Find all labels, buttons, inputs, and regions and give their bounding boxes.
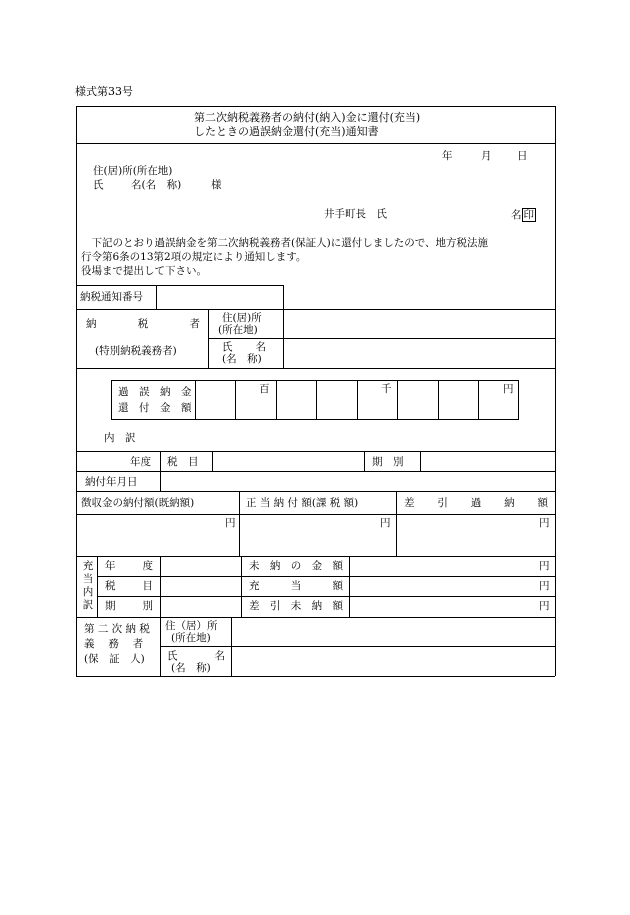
taxpayer-address-label-1: 住(居)所 <box>222 312 262 324</box>
taxpayer-label: 納 税 者 <box>86 318 200 330</box>
amount-col3-header: 差 引 過 納 額 <box>404 497 548 509</box>
amount-col1-header: 徴収金の納付額(既納額) <box>81 497 195 509</box>
date-year: 年 <box>442 150 453 162</box>
overpaid-amount-field[interactable] <box>397 515 554 555</box>
secondary-label-3: (保 証 人) <box>84 653 145 665</box>
tax-row-zeimoku: 税 目 <box>167 456 199 468</box>
tax-period-field[interactable] <box>421 452 554 470</box>
taxpayer-address-field[interactable] <box>284 310 554 337</box>
breakdown-label: 内 訳 <box>104 432 136 444</box>
refund-en: 円 <box>503 383 514 395</box>
outer-left-border <box>76 106 77 676</box>
secondary-name-label-b: (名 称) <box>171 662 211 674</box>
issuer-mei <box>511 208 536 222</box>
body-text-line-2: 行令第6条の13第2項の規定により通知します。 <box>81 251 307 263</box>
notice-number-label: 納税通知番号 <box>80 291 143 303</box>
refund-label-2: 還 付 金 額 <box>118 402 192 414</box>
approp-remaining-label: 差 引 未 納 額 <box>249 600 343 612</box>
approp-period-field[interactable] <box>161 597 240 616</box>
date-month: 月 <box>481 150 492 162</box>
amount-col2-header: 正 当 納 付 額(課 税 額) <box>246 497 359 509</box>
amount-col2-yen: 円 <box>380 517 391 529</box>
taxpayer-address-label-2: (所在地) <box>218 324 258 336</box>
tax-item-field[interactable] <box>213 452 363 470</box>
approp-item-field[interactable] <box>161 577 240 595</box>
amount-col1-yen: 円 <box>225 517 236 529</box>
approp-unpaid-field[interactable] <box>350 557 534 575</box>
paid-amount-field[interactable] <box>77 515 238 555</box>
body-text-line-1: 下記のとおり過誤納金を第二次納税義務者(保証人)に還付しましたので、地方税法施 <box>81 237 488 249</box>
title-line-2: したときの過誤納金還付(充当)通知書 <box>194 125 379 138</box>
correct-amount-field[interactable] <box>240 515 395 555</box>
secondary-name-label: 氏 名 <box>167 650 225 662</box>
payment-date-field[interactable] <box>161 472 554 490</box>
approp-nendo-label: 年 度 <box>105 560 153 572</box>
payment-date-label: 納付年月日 <box>85 476 138 488</box>
taxpayer-bottom <box>76 368 555 369</box>
taxpayer-sublabel: (特別納税義務者) <box>95 345 177 357</box>
refund-amount-field[interactable] <box>196 381 518 419</box>
outer-top-border <box>76 106 555 107</box>
notice-number-field[interactable] <box>157 286 282 308</box>
issuer-name: 井手町長 氏 <box>324 208 387 220</box>
taxpayer-name-field[interactable] <box>284 339 554 367</box>
issuer-mei-char: 名 <box>511 209 522 221</box>
secondary-name-field[interactable] <box>232 647 554 675</box>
appropriation-side-label: 充 当 内 訳 <box>82 560 94 611</box>
tax-row-kibetsu: 期 別 <box>372 456 404 468</box>
taxpayer-name-label-b: (名 称) <box>222 353 262 365</box>
refund-label-1: 過 誤 納 金 <box>118 386 192 398</box>
refund-hyaku: 百 <box>259 383 270 395</box>
addressee-sama: 様 <box>211 179 222 191</box>
approp-row1-yen: 円 <box>539 560 550 572</box>
addressee-name-label-b: 名(名 称) <box>131 179 182 191</box>
secondary-address-field[interactable] <box>232 618 554 645</box>
approp-zeimoku-label: 税 目 <box>105 580 153 592</box>
secondary-address-label-2: (所在地) <box>171 632 211 644</box>
body-text-line-3: 役場まで提出して下さい。 <box>81 265 207 277</box>
approp-kibetsu-label: 期 別 <box>105 600 153 612</box>
approp-row2-yen: 円 <box>539 580 550 592</box>
form-number: 様式第33号 <box>75 85 133 98</box>
approp-year-field[interactable] <box>161 557 240 575</box>
secondary-address-label-1: 住（居）所 <box>165 620 218 632</box>
tax-row-nendo: 年度 <box>130 456 151 468</box>
approp-applied-label: 充 当 額 <box>249 580 343 592</box>
addressee-name-label-a: 氏 <box>93 179 104 191</box>
amount-col3-yen: 円 <box>539 517 550 529</box>
taxpayer-name-label: 氏 名 <box>222 341 266 353</box>
approp-unpaid-label: 未 納 の 金 額 <box>249 560 343 572</box>
secondary-label-2: 義 務 者 <box>84 638 144 650</box>
addressee-address-label: 住(居)所(所在地) <box>93 165 173 177</box>
outer-right-border <box>555 106 556 676</box>
seal-mark: 印 <box>523 209 534 221</box>
title-line-1: 第二次納税義務者の納付(納入)金に還付(充当) <box>194 111 421 124</box>
approp-applied-field[interactable] <box>350 577 534 595</box>
approp-row3-yen: 円 <box>539 600 550 612</box>
date-day: 日 <box>517 150 528 162</box>
refund-sen: 千 <box>381 383 392 395</box>
outer-bottom-border <box>76 676 555 677</box>
approp-remaining-field[interactable] <box>350 597 534 616</box>
secondary-label-1: 第 二 次 納 税 <box>84 623 150 635</box>
title-divider <box>76 143 555 144</box>
